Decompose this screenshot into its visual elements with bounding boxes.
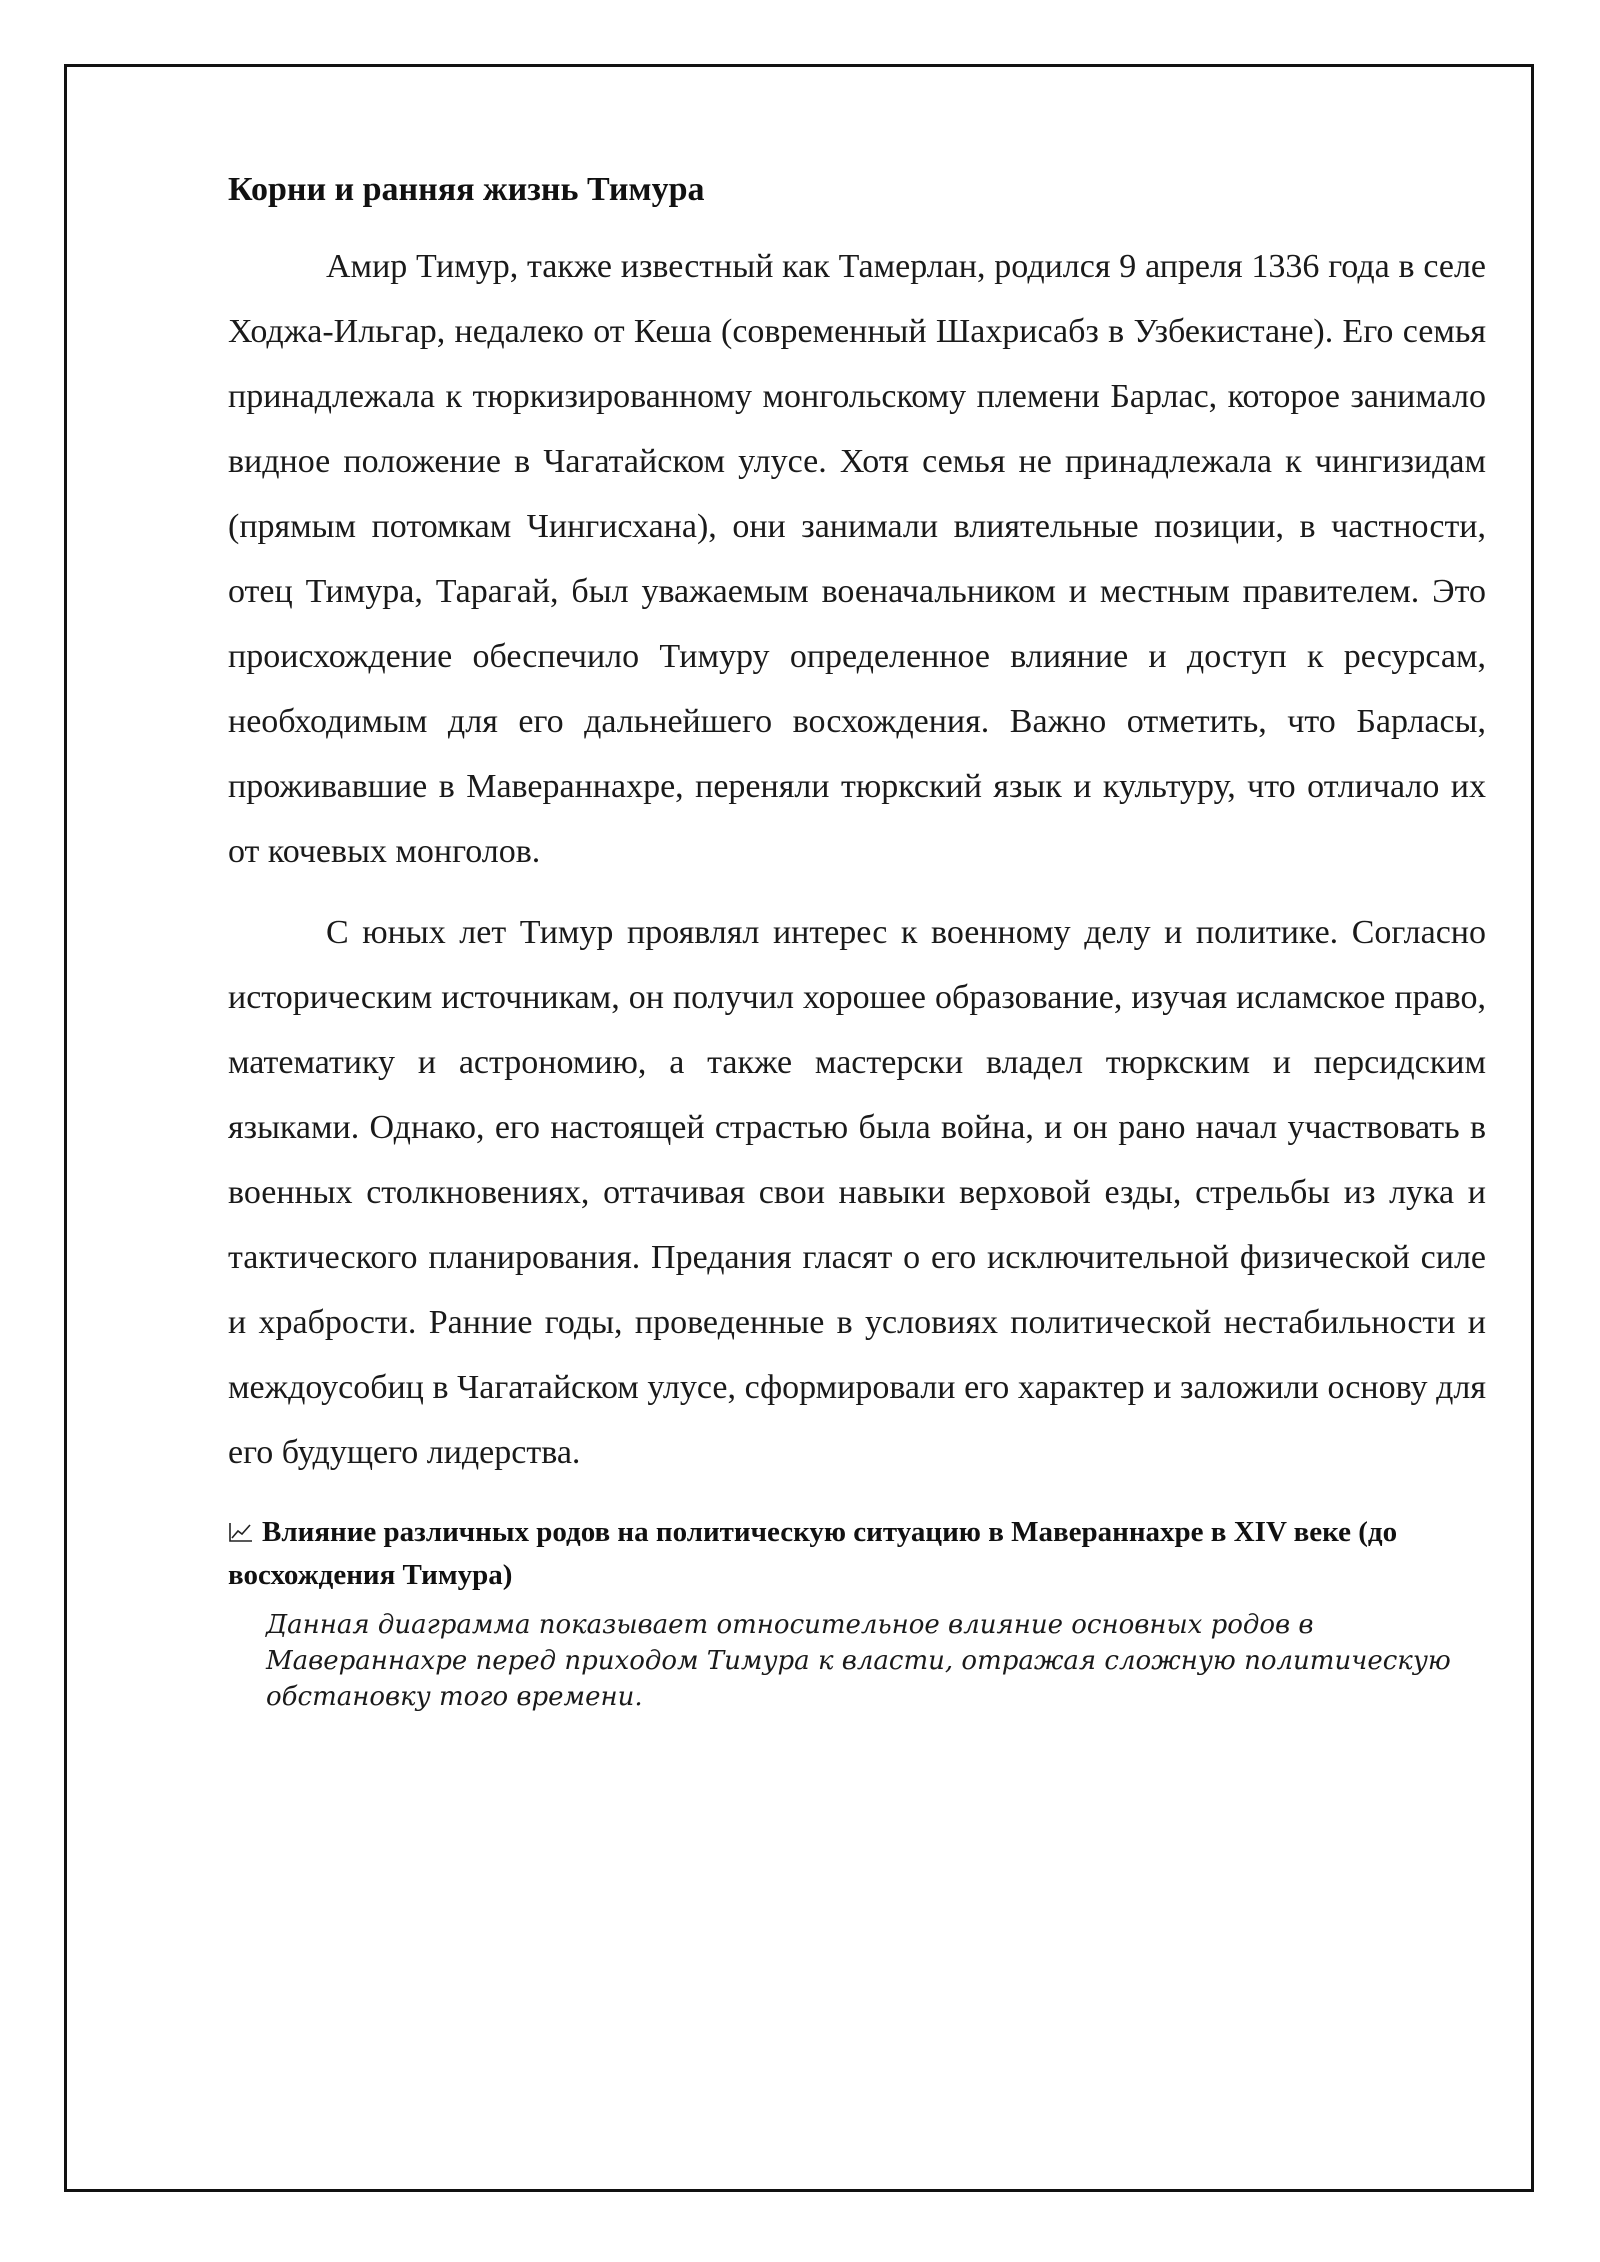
paragraph-youth: С юных лет Тимур проявлял интерес к военному делу и политике. Согласно историческим источникам, он получил хорошее образование, изучая исламское право, математику и астрономию, а также мастерски владел тюркским и персидским языками. Однако, его настоящей страстью была война, и он рано начал участвовать в военных столкновениях, оттачивая свои навыки верховой езды, стрельбы из лука и тактического планирования. Предания гласят о его исключительной физической силе и храбрости. Ранние годы, проведенные в условиях политической нестабильности и междоусобиц в Чагатайском улусе, сформировали его характер и заложили основу для его будущего лидерства.	[228, 914, 1486, 1472]
chart-title: Влияние различных родов на политическую ситуацию в Мавераннахре в XIV веке (до восхождения Тимура)	[228, 1516, 1398, 1592]
chart-icon	[228, 1513, 254, 1535]
chart-title-line	[228, 1511, 1486, 1597]
section-heading: Корни и ранняя жизнь Тимура	[228, 171, 705, 208]
chart-caption-block	[228, 1511, 1486, 1715]
chart-description: Данная диаграмма показывает относительное влияние основных родов в Мавераннахре перед приходом Тимура к власти, отражая сложную политическую обстановку того времени.	[266, 1610, 1451, 1713]
document-body	[228, 168, 1486, 1715]
paragraph-origins: Амир Тимур, также известный как Тамерлан, родился 9 апреля 1336 года в селе Ходжа-Ильгар, недалеко от Кеша (современный Шахрисабз в Узбекистане). Его семья принадлежала к тюркизированному монгольскому племени Барлас, которое занимало видное положение в Чагатайском улусе. Хотя семья не принадлежала к чингизидам (прямым потомкам Чингисхана), они занимали влиятельные позиции, в частности, отец Тимура, Тарагай, был уважаемым военачальником и местным правителем. Это происхождение обеспечило Тимуру определенное влияние и доступ к ресурсам, необходимым для его дальнейшего восхождения. Важно отметить, что Барласы, проживавшие в Мавераннахре, переняли тюркский язык и культуру, что отличало их от кочевых монголов.	[228, 248, 1486, 871]
